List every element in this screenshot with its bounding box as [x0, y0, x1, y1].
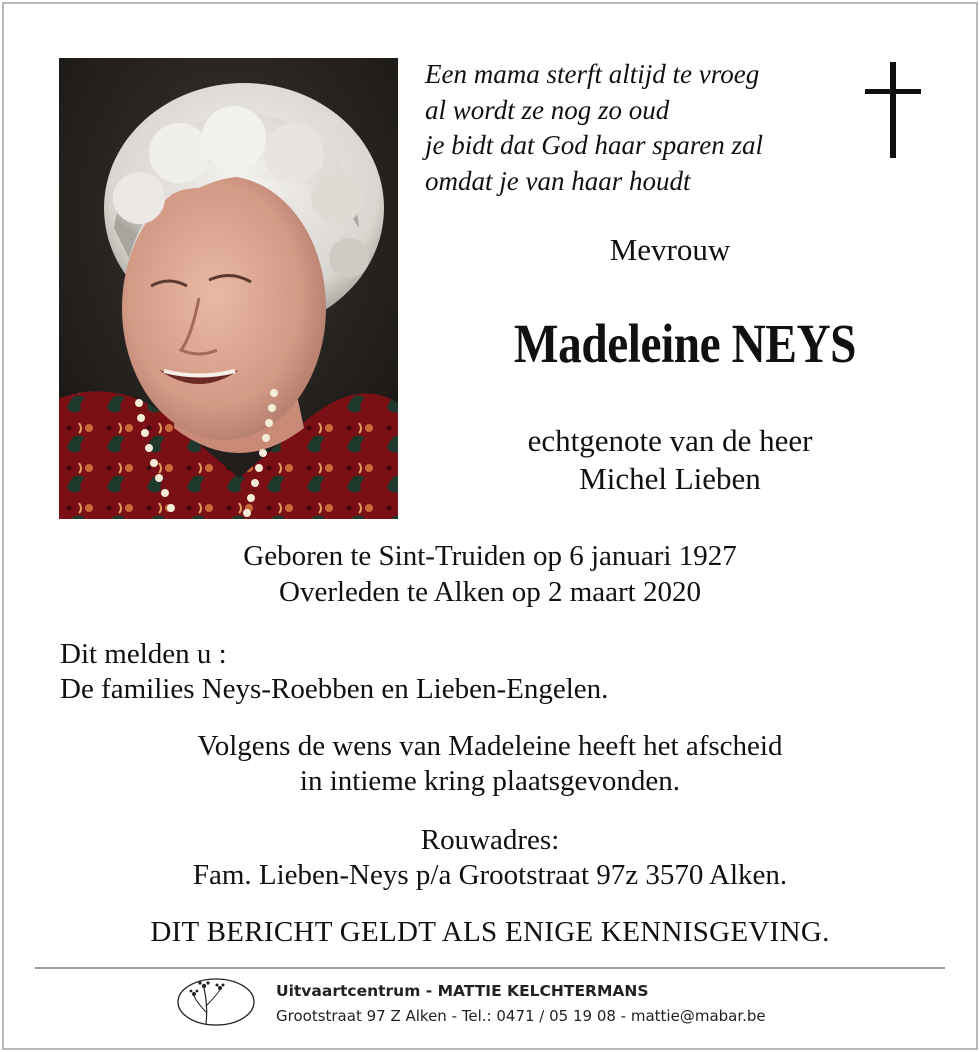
cross-icon [865, 62, 921, 158]
footer-divider [35, 967, 945, 969]
farewell-line-1: Volgens de wens van Madeleine heeft het afscheid [197, 730, 783, 762]
spouse-line-2: Michel Lieben [579, 461, 761, 496]
death-line: Overleden te Alken op 2 maart 2020 [279, 576, 701, 608]
poem-line: omdat je van haar houdt [425, 165, 691, 196]
portrait-photo [59, 58, 398, 519]
poem-line: je bidt dat God haar sparen zal [425, 130, 764, 160]
spouse-line-1: echtgenote van de heer [527, 423, 813, 458]
poem-line: Een mama sterft altijd te vroeg [425, 59, 760, 89]
announcement-line-2: De families Neys-Roebben en Lieben-Engelen. [60, 673, 609, 705]
life-dates [40, 538, 940, 610]
official-notice: DIT BERICHT GELDT ALS ENIGE KENNISGEVING. [150, 916, 830, 948]
flower-logo-icon [176, 976, 256, 1028]
deceased-name: Madeleine NEYS [513, 313, 857, 374]
funeral-home-contact: Grootstraat 97 Z Alken - Tel.: 0471 / 05 19 08 - mattie@mabar.be [276, 1007, 766, 1025]
poem-line: al wordt ze nog zo oud [425, 94, 670, 125]
address-label: Rouwadres: [420, 824, 560, 856]
announcement [60, 637, 608, 707]
announcement-line-1: Dit melden u : [60, 638, 227, 670]
spouse-info [420, 422, 920, 498]
title-mevrouw: Mevrouw [609, 232, 731, 267]
funeral-home-name: Uitvaartcentrum - MATTIE KELCHTERMANS [276, 982, 649, 1000]
mourning-address [40, 823, 940, 893]
poem [425, 57, 763, 199]
birth-line: Geboren te Sint-Truiden op 6 januari 1927 [243, 540, 737, 572]
address-value: Fam. Lieben-Neys p/a Grootstraat 97z 3570 Alken. [192, 859, 788, 891]
farewell-line-2: in intieme kring plaatsgevonden. [299, 765, 681, 797]
farewell-text [40, 729, 940, 799]
